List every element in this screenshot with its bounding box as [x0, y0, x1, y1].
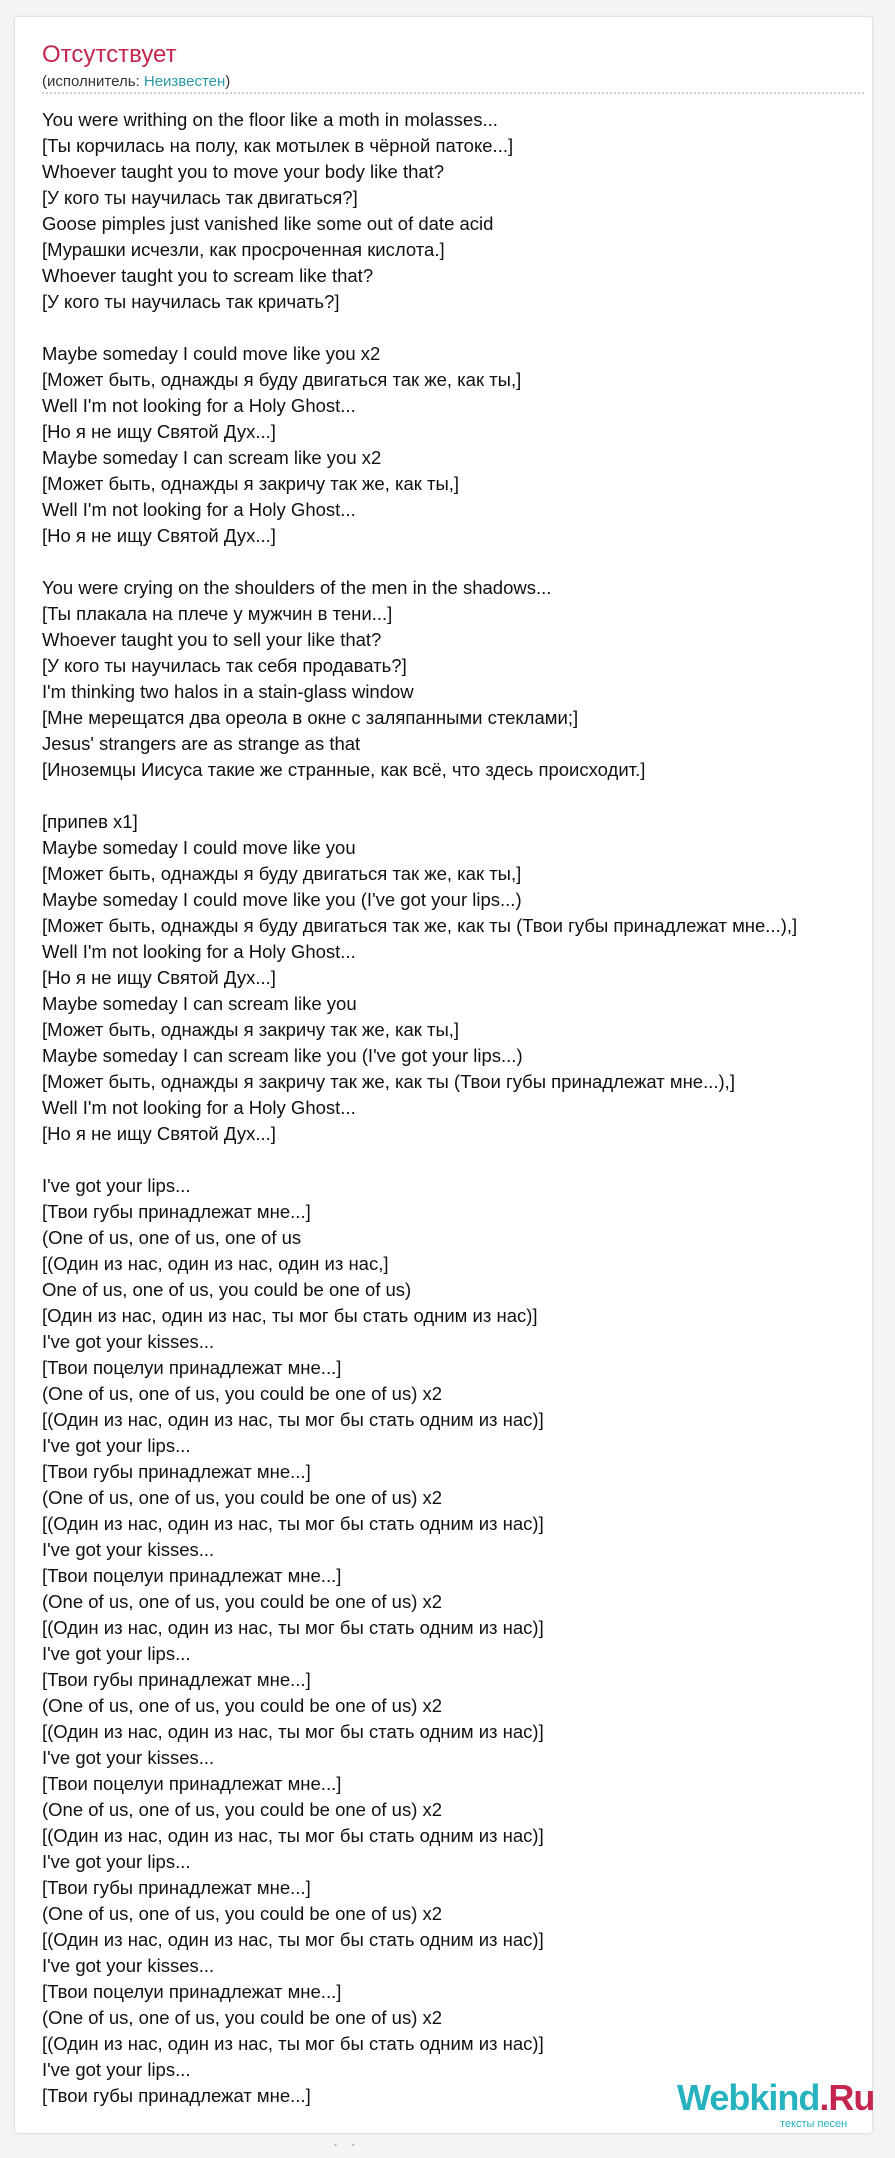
site-logo[interactable] [662, 2077, 875, 2136]
lyric-line: [Твои губы принадлежат мне...] [42, 1461, 311, 1482]
lyric-line: Whoever taught you to sell your like that? [42, 629, 382, 650]
blank-line [42, 315, 873, 341]
lyric-line: [(Один из нас, один из нас, ты мог бы стать одним из нас)] [42, 1617, 544, 1638]
artist-suffix: ) [225, 73, 231, 90]
lyric-line: You were crying on the shoulders of the men in the shadows... [42, 577, 552, 598]
lyric-line: [(Один из нас, один из нас, ты мог бы стать одним из нас)] [42, 1409, 544, 1430]
song-title: Отсутствует [42, 41, 177, 68]
logo-part-2: .Ru [819, 2077, 875, 2118]
blank-line [42, 1147, 873, 1173]
logo-tagline: тексты песен [780, 2118, 848, 2130]
blank-line [42, 549, 873, 575]
lyric-line: [Может быть, однажды я буду двигаться так же, как ты,] [42, 369, 522, 390]
lyric-line: Maybe someday I could move like you [42, 837, 356, 858]
lyric-line: One of us, one of us, you could be one of us) [42, 1279, 412, 1300]
lyric-line: (One of us, one of us, you could be one of us) x2 [42, 2007, 443, 2028]
lyric-line: I've got your kisses... [42, 1331, 215, 1352]
lyric-line: [Твои поцелуи принадлежат мне...] [42, 1981, 342, 2002]
lyric-line: [(Один из нас, один из нас, один из нас,] [42, 1253, 389, 1274]
lyric-line: [Твои губы принадлежат мне...] [42, 2085, 311, 2106]
header-divider [42, 92, 864, 94]
lyric-line: Maybe someday I can scream like you x2 [42, 447, 382, 468]
lyrics-card [14, 16, 873, 2134]
lyric-line: [Один из нас, один из нас, ты мог бы стать одним из нас)] [42, 1305, 538, 1326]
lyric-line: (One of us, one of us, you could be one of us) x2 [42, 1695, 443, 1716]
lyric-line: (One of us, one of us, one of us [42, 1227, 302, 1248]
lyric-line: [(Один из нас, один из нас, ты мог бы стать одним из нас)] [42, 1825, 544, 1846]
lyric-line: [Твои поцелуи принадлежат мне...] [42, 1565, 342, 1586]
lyric-line: [(Один из нас, один из нас, ты мог бы стать одним из нас)] [42, 1721, 544, 1742]
lyric-line: [Твои губы принадлежат мне...] [42, 1669, 311, 1690]
lyric-line: I've got your lips... [42, 1435, 191, 1456]
lyric-line: Well I'm not looking for a Holy Ghost... [42, 499, 356, 520]
lyric-line: [Но я не ищу Святой Дух...] [42, 421, 276, 442]
lyric-line: [Но я не ищу Святой Дух...] [42, 967, 276, 988]
lyric-line: [Иноземцы Иисуса такие же странные, как всё, что здесь происходит.] [42, 759, 646, 780]
lyric-line: [Ты плакала на плече у мужчин в тени...] [42, 603, 393, 624]
lyric-line: (One of us, one of us, you could be one of us) x2 [42, 1799, 443, 1820]
lyric-line: [Может быть, однажды я закричу так же, как ты,] [42, 1019, 460, 1040]
lyric-line: [(Один из нас, один из нас, ты мог бы стать одним из нас)] [42, 2033, 544, 2054]
lyric-line: [Твои губы принадлежат мне...] [42, 1201, 311, 1222]
lyric-line: [Но я не ищу Святой Дух...] [42, 525, 276, 546]
lyric-line: You were writhing on the floor like a moth in molasses... [42, 109, 498, 130]
lyric-line: (One of us, one of us, you could be one of us) x2 [42, 1487, 443, 1508]
lyric-line: [У кого ты научилась так себя продавать?] [42, 655, 407, 676]
lyric-line: I'm thinking two halos in a stain-glass window [42, 681, 414, 702]
lyric-line: [припев x1] [42, 811, 138, 832]
lyric-line: [Твои поцелуи принадлежат мне...] [42, 1773, 342, 1794]
lyric-line: [(Один из нас, один из нас, ты мог бы стать одним из нас)] [42, 1513, 544, 1534]
lyric-line: [У кого ты научилась так двигаться?] [42, 187, 358, 208]
lyric-line: [Твои поцелуи принадлежат мне...] [42, 1357, 342, 1378]
lyric-line: Maybe someday I could move like you (I've got your lips...) [42, 889, 522, 910]
lyric-line: I've got your kisses... [42, 1955, 215, 1976]
artist-line [42, 73, 230, 91]
lyric-line: [Может быть, однажды я закричу так же, как ты (Твои губы принадлежат мне...),] [42, 1071, 735, 1092]
lyric-line: Well I'm not looking for a Holy Ghost... [42, 1097, 356, 1118]
lyric-line: Jesus' strangers are as strange as that [42, 733, 361, 754]
lyric-line: Whoever taught you to move your body like that? [42, 161, 445, 182]
artist-prefix: (исполнитель: [42, 73, 144, 90]
lyric-line: [Твои губы принадлежат мне...] [42, 1877, 311, 1898]
bottom-decoration: • • [334, 2140, 361, 2150]
lyric-line: I've got your lips... [42, 2059, 191, 2080]
lyric-line: [Может быть, однажды я буду двигаться так же, как ты,] [42, 863, 522, 884]
lyric-line: Whoever taught you to scream like that? [42, 265, 374, 286]
lyric-line: I've got your kisses... [42, 1539, 215, 1560]
lyric-line: Goose pimples just vanished like some out of date acid [42, 213, 494, 234]
lyric-line: [Может быть, однажды я буду двигаться так же, как ты (Твои губы принадлежат мне...),] [42, 915, 798, 936]
lyric-line: I've got your lips... [42, 1851, 191, 1872]
logo-part-1: Webkind [677, 2077, 820, 2118]
blank-line [42, 783, 873, 809]
lyric-line: Well I'm not looking for a Holy Ghost... [42, 941, 356, 962]
lyric-line: [Может быть, однажды я закричу так же, как ты,] [42, 473, 460, 494]
lyric-line: [Но я не ищу Святой Дух...] [42, 1123, 276, 1144]
lyric-line: Well I'm not looking for a Holy Ghost... [42, 395, 356, 416]
lyric-line: Maybe someday I can scream like you (I've got your lips...) [42, 1045, 523, 1066]
lyric-line: I've got your lips... [42, 1643, 191, 1664]
logo-wordmark [677, 2077, 875, 2118]
lyric-line: I've got your kisses... [42, 1747, 215, 1768]
lyric-line: [(Один из нас, один из нас, ты мог бы стать одним из нас)] [42, 1929, 544, 1950]
lyric-line: [Ты корчилась на полу, как мотылек в чёрной патоке...] [42, 135, 514, 156]
lyric-line: (One of us, one of us, you could be one of us) x2 [42, 1591, 443, 1612]
lyric-line: (One of us, one of us, you could be one of us) x2 [42, 1903, 443, 1924]
lyric-line: [Мурашки исчезли, как просроченная кислота.] [42, 239, 445, 260]
lyric-line: (One of us, one of us, you could be one of us) x2 [42, 1383, 443, 1404]
lyric-line: [Мне мерещатся два ореола в окне с заляпанными стеклами;] [42, 707, 579, 728]
artist-link[interactable]: Неизвестен [143, 73, 226, 90]
lyric-line: I've got your lips... [42, 1175, 191, 1196]
lyric-line: Maybe someday I could move like you x2 [42, 343, 381, 364]
lyric-line: [У кого ты научилась так кричать?] [42, 291, 340, 312]
lyrics-text [42, 107, 873, 2109]
lyric-line: Maybe someday I can scream like you [42, 993, 357, 1014]
